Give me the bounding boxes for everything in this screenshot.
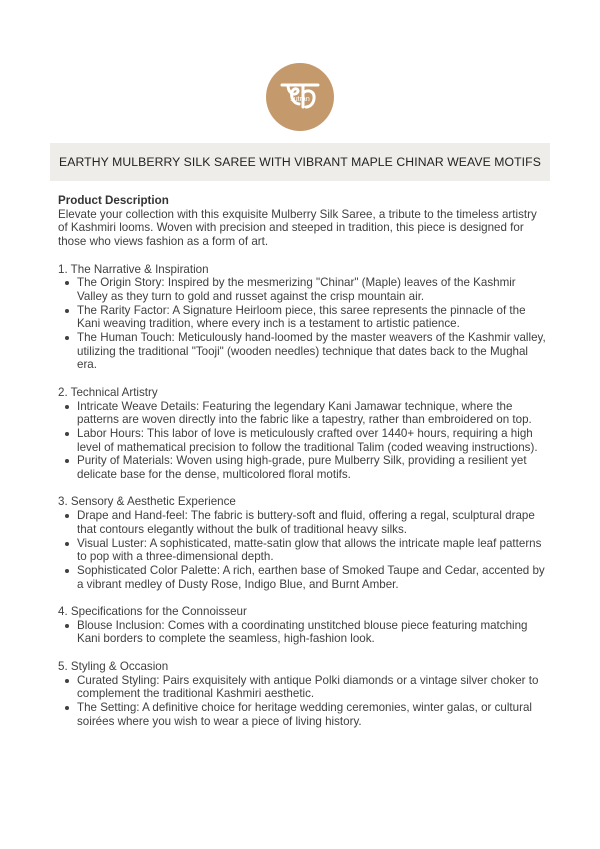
section-technical <box>58 386 548 482</box>
description-heading: Product Description <box>58 194 169 207</box>
section-heading: 1. The Narrative & Inspiration <box>58 262 209 276</box>
product-title: EARTHY MULBERRY SILK SAREE WITH VIBRANT MAPLE CHINAR WEAVE MOTIFS <box>59 155 541 169</box>
title-banner <box>50 143 550 181</box>
logo-wordmark: sutran <box>290 96 310 103</box>
sutran-logo-icon <box>266 63 334 131</box>
list-item: Curated Styling: Pairs exquisitely with antique Polki diamonds or a vintage silver choker to complement the traditional Kashmiri aesthetic. <box>77 674 548 701</box>
list-item: The Rarity Factor: A Signature Heirloom piece, this saree represents the pinnacle of the Kani weaving tradition, where every inch is a testament to artistic patience. <box>77 304 548 331</box>
section-heading: 5. Styling & Occasion <box>58 659 169 673</box>
section-heading: 4. Specifications for the Connoisseur <box>58 605 247 619</box>
list-item: The Human Touch: Meticulously hand-loomed by the master weavers of the Kashmir valley, utilizing the traditional "Tooji" (wooden needles) technique that dates back to the Mughal era. <box>77 331 548 372</box>
list-item: Purity of Materials: Woven using high-grade, pure Mulberry Silk, providing a resilient yet delicate base for the dense, multicolored floral motifs. <box>77 454 548 481</box>
list-item: Labor Hours: This labor of love is meticulously crafted over 1440+ hours, requiring a high level of mathematical precision to follow the traditional Talim (coded weaving instructions). <box>77 427 548 454</box>
bullet-list <box>58 509 548 591</box>
section-heading: 2. Technical Artistry <box>58 385 158 399</box>
bullet-list <box>58 674 548 729</box>
section-heading: 3. Sensory & Aesthetic Experience <box>58 495 236 509</box>
bullet-list <box>58 276 548 372</box>
list-item: Sophisticated Color Palette: A rich, earthen base of Smoked Taupe and Cedar, accented by a vibrant medley of Dusty Rose, Indigo Blue, and Burnt Amber. <box>77 564 548 591</box>
list-item: Drape and Hand-feel: The fabric is buttery-soft and fluid, offering a regal, sculptural drape that contours elegantly without the bulk of traditional heavy silks. <box>77 509 548 536</box>
section-specifications <box>58 605 548 646</box>
product-content <box>58 194 548 742</box>
bullet-list <box>58 400 548 482</box>
list-item: Visual Luster: A sophisticated, matte-satin glow that allows the intricate maple leaf patterns to pop with a three-dimensional depth. <box>77 537 548 564</box>
section-styling <box>58 660 548 729</box>
bullet-list <box>58 619 548 646</box>
list-item: Blouse Inclusion: Comes with a coordinating unstitched blouse piece featuring matching Kani borders to complete the seamless, high-fashion look. <box>77 619 548 646</box>
list-item: The Setting: A definitive choice for heritage wedding ceremonies, winter galas, or cultural soirées where you wish to wear a piece of living history. <box>77 701 548 728</box>
logo-mark <box>266 63 334 131</box>
section-sensory <box>58 495 548 591</box>
section-narrative <box>58 263 548 373</box>
description-text: Elevate your collection with this exquisite Mulberry Silk Saree, a tribute to the timeless artistry of Kashmiri looms. Woven with precision and steeped in tradition, this piece is designed for those who views fashion as a form of art. <box>58 207 537 249</box>
list-item: Intricate Weave Details: Featuring the legendary Kani Jamawar technique, where the patterns are woven directly into the fabric like a tapestry, rather than embroidered on top. <box>77 400 548 427</box>
list-item: The Origin Story: Inspired by the mesmerizing "Chinar" (Maple) leaves of the Kashmir Valley as they turn to gold and russet against the crisp mountain air. <box>77 276 548 303</box>
